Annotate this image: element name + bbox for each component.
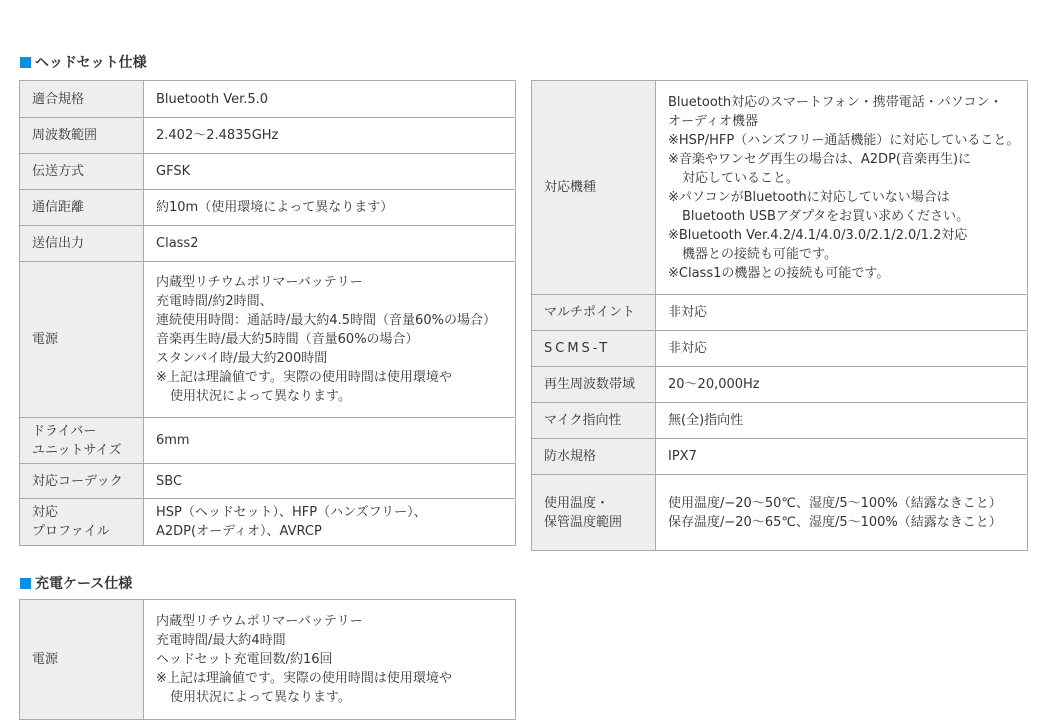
case-spec-table (19, 599, 516, 720)
spec-value-line: 内蔵型リチウムポリマーバッテリー (156, 275, 363, 290)
spec-value-line: 6mm (156, 433, 190, 448)
spec-label-line: 通信距離 (32, 200, 85, 215)
spec-value-line: 約10m（使用環境によって異なります） (156, 200, 394, 215)
spec-value-line: ※HSP/HFP（ハンズフリー通話機能）に対応していること。 (668, 132, 1020, 148)
spec-label (532, 81, 656, 295)
spec-label-line: 適合規格 (32, 91, 85, 107)
spec-label (532, 475, 656, 551)
spec-label (532, 295, 656, 331)
spec-value-line: SBC (156, 473, 183, 489)
spec-value (656, 81, 1028, 295)
spec-row (20, 600, 516, 720)
spec-value-line: ※上記は理論値です。実際の使用時間は使用環境や (156, 370, 452, 385)
spec-value-line: ヘッドセット充電回数/約16回 (156, 652, 333, 667)
spec-label (20, 464, 144, 499)
spec-label-line: 伝送方式 (32, 164, 85, 179)
spec-value (144, 262, 516, 418)
spec-label-line: 電源 (32, 332, 59, 347)
spec-row (20, 118, 516, 154)
spec-value-line: 内蔵型リチウムポリマーバッテリー (156, 614, 363, 629)
spec-label (532, 331, 656, 367)
spec-value-line: ※Class1の機器との接続も可能です。 (668, 265, 890, 281)
spec-value-line: ※Bluetooth Ver.4.2/4.1/4.0/3.0/2.1/2.0/1.2対応 (668, 227, 968, 243)
spec-label-line: マイク指向性 (544, 413, 622, 428)
spec-row (20, 81, 516, 118)
spec-value (144, 226, 516, 262)
spec-row (532, 403, 1028, 439)
spec-label-line: 使用温度・ (544, 495, 610, 511)
spec-value-line: A2DP(オーディオ）、AVRCP (156, 524, 322, 539)
spec-label (20, 600, 144, 720)
spec-label (20, 262, 144, 418)
spec-label (532, 403, 656, 439)
spec-value-line: 無(全)指向性 (668, 413, 744, 428)
spec-row (20, 190, 516, 226)
spec-label (20, 81, 144, 118)
spec-label (532, 439, 656, 475)
blue-square-icon (20, 57, 31, 68)
headset-spec-title (20, 52, 147, 72)
spec-value-line: ※音楽やワンセグ再生の場合は、A2DP(音楽再生)に (668, 151, 972, 167)
spec-value (144, 190, 516, 226)
spec-value (144, 154, 516, 190)
spec-value-line: IPX7 (668, 449, 697, 464)
spec-value-line: 連続使用時間：通話時/最大約4.5時間（音量60%の場合） (156, 313, 496, 328)
spec-row (532, 367, 1028, 403)
spec-value-line: 対応していること。 (682, 170, 800, 186)
spec-row (20, 154, 516, 190)
spec-value-line: 充電時間/最大約4時間 (156, 633, 286, 648)
spec-label-line: プロファイル (32, 524, 110, 539)
case-spec-title (20, 573, 132, 593)
spec-label-line: マルチポイント (544, 305, 636, 320)
case-spec-table-body (20, 600, 516, 720)
spec-value-line: Class2 (156, 236, 199, 251)
spec-value (656, 475, 1028, 551)
spec-value (656, 331, 1028, 367)
spec-row (532, 439, 1028, 475)
spec-label-line: 防水規格 (544, 449, 597, 464)
spec-row (532, 331, 1028, 367)
spec-value-line: 充電時間/約2時間、 (156, 294, 273, 309)
spec-value-line: 非対応 (668, 341, 708, 356)
spec-label (20, 190, 144, 226)
spec-value-line: ※パソコンがBluetoothに対応していない場合は (668, 189, 950, 205)
headset-spec-table-left-body (20, 81, 516, 546)
spec-label-line: 周波数範囲 (32, 128, 98, 143)
spec-row (20, 226, 516, 262)
spec-label-line: 対応機種 (544, 180, 597, 195)
spec-value-line: 20～20,000Hz (668, 377, 760, 392)
spec-value-line: 使用状況によって異なります。 (170, 389, 351, 404)
spec-row (532, 295, 1028, 331)
spec-value-line: 非対応 (668, 305, 708, 320)
spec-label-line: 対応コーデック (32, 473, 123, 489)
headset-spec-title-text: ヘッドセット仕様 (35, 55, 147, 71)
spec-row (532, 475, 1028, 551)
spec-label-line: ドライバー (32, 423, 97, 439)
headset-spec-table-left (19, 80, 516, 546)
spec-value (144, 600, 516, 720)
case-spec-title-text: 充電ケース仕様 (35, 576, 133, 592)
spec-value-line: 機器との接続も可能です。 (682, 246, 837, 262)
spec-label (20, 499, 144, 546)
spec-value (144, 418, 516, 464)
spec-label-line: 保管温度範囲 (544, 514, 623, 530)
blue-square-icon (20, 578, 31, 589)
spec-value (656, 439, 1028, 475)
spec-row (20, 464, 516, 499)
spec-value-line: 音楽再生時/最大約5時間（音量60%の場合） (156, 332, 419, 347)
spec-label (20, 418, 144, 464)
spec-row (20, 499, 516, 546)
spec-value-line: Bluetooth Ver.5.0 (156, 91, 269, 107)
spec-value-line: HSP（ヘッドセット）、HFP（ハンズフリー）、 (156, 505, 427, 520)
spec-row (20, 418, 516, 464)
spec-value (144, 81, 516, 118)
spec-label-line: 送信出力 (32, 236, 85, 251)
spec-value-line: GFSK (156, 164, 191, 179)
spec-value-line: 使用温度/−20～50℃、湿度/5～100%（結露なきこと） (668, 495, 1002, 511)
spec-value-line: スタンバイ時/最大約200時間 (156, 351, 328, 366)
spec-label (20, 154, 144, 190)
spec-value (144, 464, 516, 499)
spec-label-line: 再生周波数帯域 (544, 377, 636, 392)
headset-spec-table-right (531, 80, 1028, 551)
headset-spec-table-right-body (532, 81, 1028, 551)
spec-label (20, 226, 144, 262)
spec-value-line: Bluetooth USBアダプタをお買い求めください。 (682, 208, 970, 224)
spec-value-line: 使用状況によって異なります。 (170, 690, 351, 705)
spec-row (20, 262, 516, 418)
spec-value-line: 保存温度/−20～65℃、湿度/5～100%（結露なきこと） (668, 514, 1002, 530)
spec-value (144, 499, 516, 546)
spec-label-line: ユニットサイズ (32, 442, 122, 458)
spec-label (532, 367, 656, 403)
spec-label-line: SCMS-T (544, 341, 611, 356)
spec-value (656, 403, 1028, 439)
spec-value (656, 367, 1028, 403)
spec-value (656, 295, 1028, 331)
spec-value-line: Bluetooth対応のスマートフォン・携帯電話・パソコン・ (668, 94, 1003, 110)
spec-label (20, 118, 144, 154)
spec-row (532, 81, 1028, 295)
spec-value-line: ※上記は理論値です。実際の使用時間は使用環境や (156, 671, 452, 686)
spec-value-line: 2.402～2.4835GHz (156, 128, 279, 143)
spec-value-line: オーディオ機器 (668, 113, 758, 129)
spec-value (144, 118, 516, 154)
spec-label-line: 電源 (32, 652, 59, 667)
spec-label-line: 対応 (32, 505, 59, 520)
